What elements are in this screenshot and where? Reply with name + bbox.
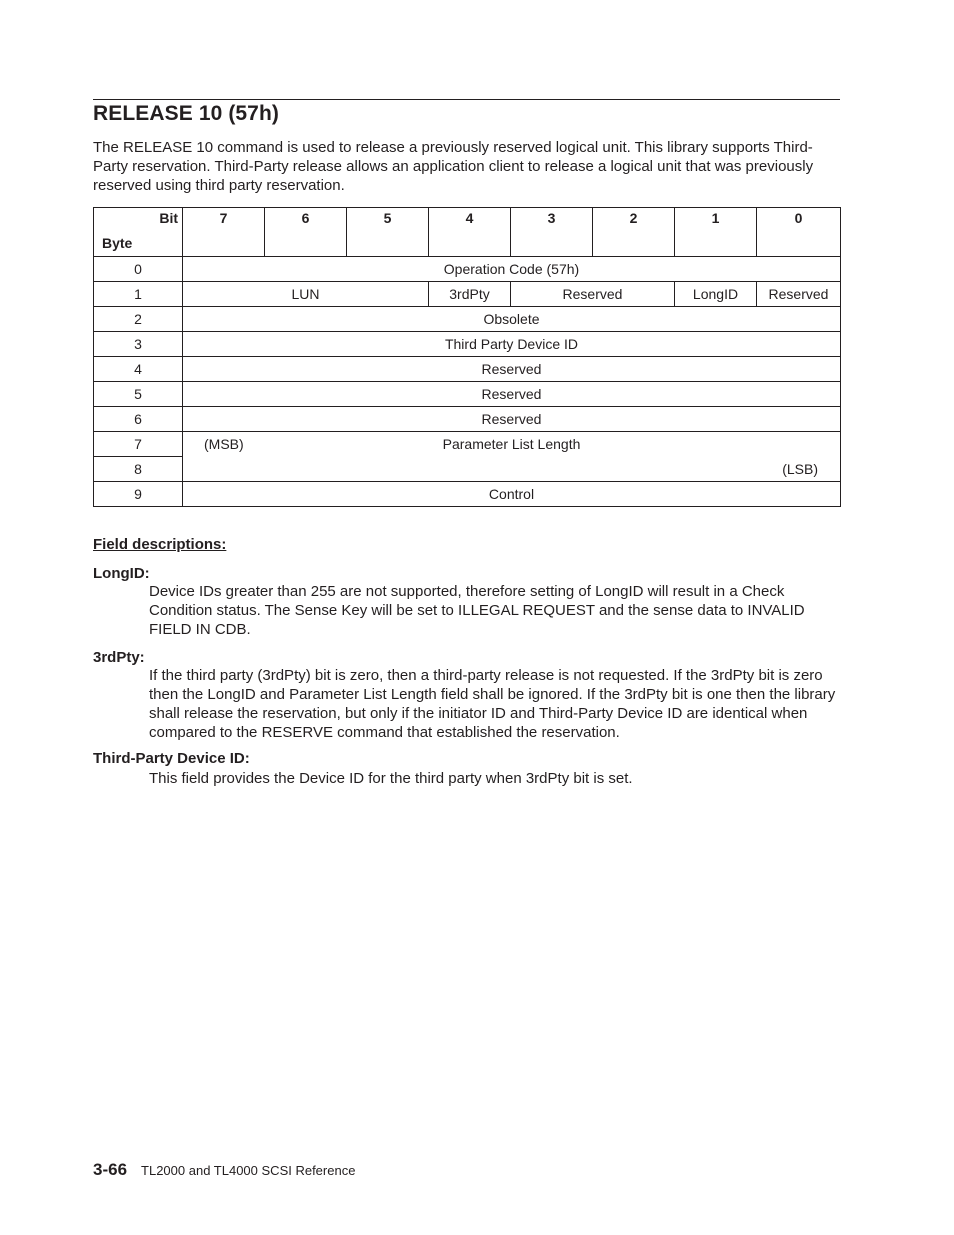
table-row: [94, 257, 841, 282]
bit-header-3: 3: [511, 208, 593, 257]
byte-number: 9: [94, 482, 183, 507]
table-header-row: [94, 208, 841, 257]
byte-number: 6: [94, 407, 183, 432]
bit-header-1: 1: [675, 208, 757, 257]
table-row: [94, 482, 841, 507]
opcode-field: Operation Code (57h): [183, 257, 841, 282]
table-row: [94, 332, 841, 357]
byte-number: 7: [94, 432, 183, 457]
field-descriptions-heading: Field descriptions:: [93, 536, 227, 553]
table-row: [94, 282, 841, 307]
parameter-list-length-label: Parameter List Length: [442, 436, 581, 453]
table-row: [94, 457, 841, 482]
longid-description: Device IDs greater than 255 are not supported, therefore setting of LongID will result in a Check Condition status. The Sense Key will be set to ILLEGAL REQUEST and the sense data to INVALID FIELD IN CDB.: [149, 583, 805, 638]
cdb-table: [93, 207, 841, 507]
thirdpty-field: 3rdPty: [429, 282, 511, 307]
page-footer: [93, 1160, 355, 1180]
lsb-marker: (LSB): [782, 460, 818, 477]
page-title: RELEASE 10 (57h): [93, 102, 279, 125]
reserved-bit-field: Reserved: [757, 282, 841, 307]
thirdpty-description: If the third party (3rdPty) bit is zero, then a third-party release is not requested. If the 3rdPty bit is zero then the LongID and Parameter List Length field shall be ignored. If the 3rdPty bit is one then the library shall release the reservation, but only if the initiator ID and Third-Party Device ID are identical when compared to the RESERVE command that established the reservation.: [149, 667, 836, 741]
byte-number: 4: [94, 357, 183, 382]
byte-number: 2: [94, 307, 183, 332]
table-row: [94, 432, 841, 457]
byte-label: Byte: [102, 235, 133, 251]
byte-number: 1: [94, 282, 183, 307]
parameter-list-length-continued: [183, 457, 841, 482]
third-party-device-id-field: Third Party Device ID: [183, 332, 841, 357]
table-row: [94, 382, 841, 407]
table-row: [94, 407, 841, 432]
document-title: TL2000 and TL4000 SCSI Reference: [141, 1163, 356, 1178]
byte-number: 0: [94, 257, 183, 282]
bit-header-4: 4: [429, 208, 511, 257]
table-row: [94, 307, 841, 332]
reserved-field: Reserved: [183, 407, 841, 432]
byte-number: 5: [94, 382, 183, 407]
thirdpty-term: 3rdPty:: [93, 649, 145, 666]
parameter-list-length-field: [183, 432, 841, 457]
msb-marker: (MSB): [204, 436, 244, 452]
third-party-device-id-description: This field provides the Device ID for the third party when 3rdPty bit is set.: [149, 770, 633, 787]
longid-term: LongID:: [93, 565, 150, 582]
top-rule: [93, 99, 840, 100]
reserved-field: Reserved: [511, 282, 675, 307]
longid-field: LongID: [675, 282, 757, 307]
bit-byte-header: [94, 208, 183, 257]
control-field: Control: [183, 482, 841, 507]
bit-header-2: 2: [593, 208, 675, 257]
bit-header-6: 6: [265, 208, 347, 257]
lun-field: LUN: [183, 282, 429, 307]
bit-header-7: 7: [183, 208, 265, 257]
byte-number: 3: [94, 332, 183, 357]
third-party-device-id-term: Third-Party Device ID:: [93, 750, 250, 767]
obsolete-field: Obsolete: [183, 307, 841, 332]
page-number: 3-66: [93, 1160, 128, 1179]
bit-header-5: 5: [347, 208, 429, 257]
bit-label: Bit: [159, 210, 178, 226]
bit-header-0: 0: [757, 208, 841, 257]
table-row: [94, 357, 841, 382]
reserved-field: Reserved: [183, 357, 841, 382]
intro-paragraph: The RELEASE 10 command is used to release a previously reserved logical unit. This library supports Third-Party reservation. Third-Party release allows an application client to release a logical unit that was previously reserved using third party reservation.: [93, 139, 814, 194]
byte-number: 8: [94, 457, 183, 482]
reserved-field: Reserved: [183, 382, 841, 407]
